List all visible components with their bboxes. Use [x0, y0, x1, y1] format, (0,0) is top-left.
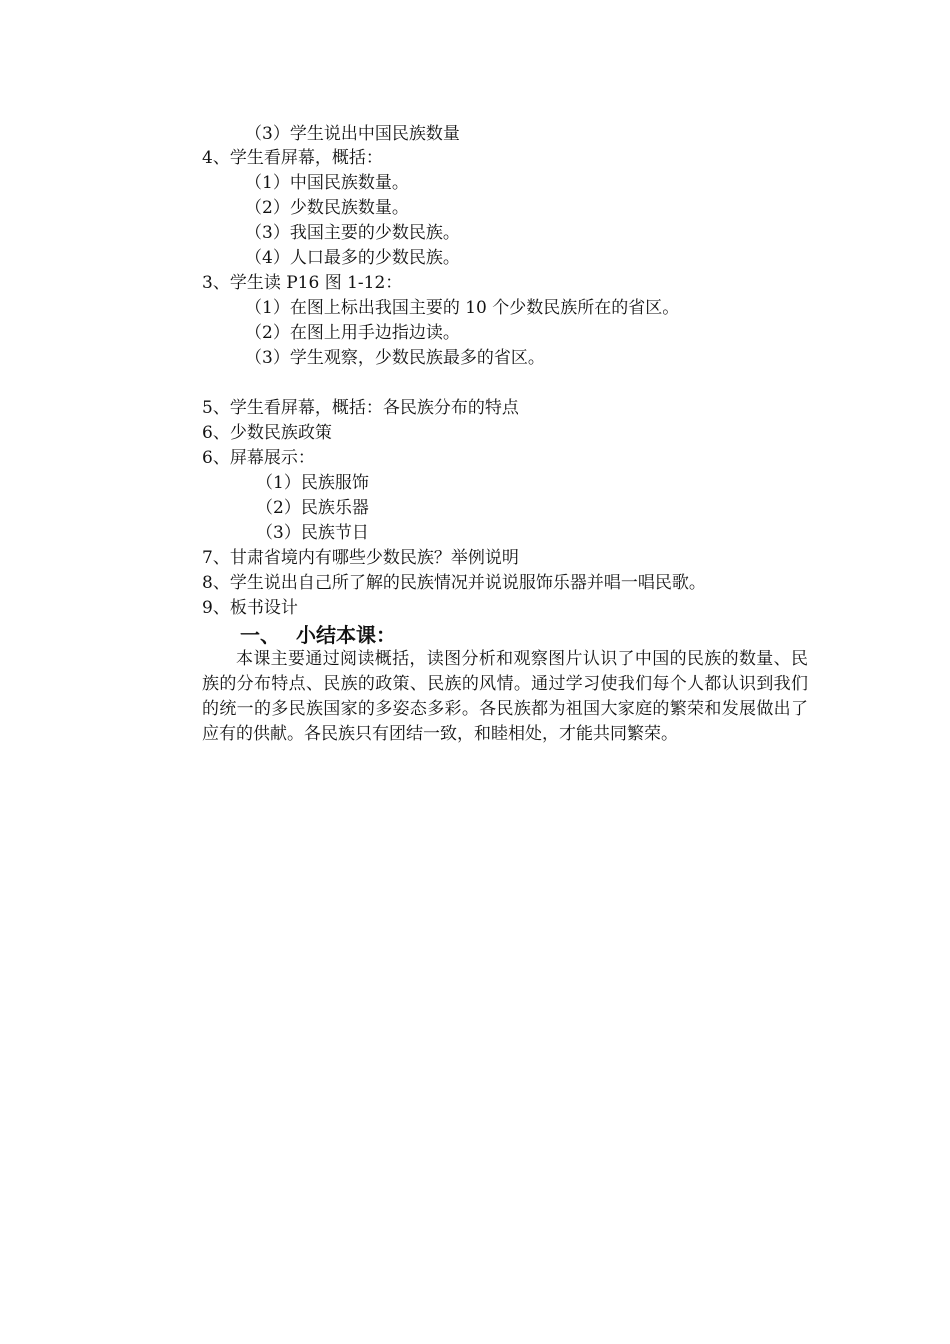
item-display-1-costume: （1）民族服饰 — [256, 473, 369, 493]
item-map-1-mark-provinces: （1）在图上标出我国主要的 10 个少数民族所在的省区。 — [245, 298, 680, 318]
item-map-2-point-and-read: （2）在图上用手边指边读。 — [245, 323, 460, 343]
item-map-3-observe: （3）学生观察，少数民族最多的省区。 — [245, 348, 545, 368]
item-display-3-festivals: （3）民族节日 — [256, 523, 369, 543]
step-8-share: 8、学生说出自己所了解的民族情况并说说服饰乐器并唱一唱民歌。 — [202, 573, 706, 593]
step-9-blackboard: 9、板书设计 — [202, 598, 298, 618]
step-3-read-map: 3、学生读 P16 图 1-12： — [202, 273, 403, 293]
item-4-3-main-minorities: （3）我国主要的少数民族。 — [245, 223, 460, 243]
step-6-screen-display: 6、屏幕展示： — [202, 448, 315, 468]
item-4-1-ethnic-count: （1）中国民族数量。 — [245, 173, 409, 193]
summary-paragraph: 本课主要通过阅读概括，读图分析和观察图片认识了中国的民族的数量、民族的分布特点、民族的政策、民族的风情。通过学习使我们每个人都认识到我们的统一的多民族国家的多姿态多彩。各民族都为祖国大家庭的繁荣和发展做出了应有的供献。各民族只有团结一致，和睦相处，才能共同繁荣。 — [202, 649, 808, 744]
summary-heading — [240, 622, 396, 648]
item-display-2-instruments: （2）民族乐器 — [256, 498, 369, 518]
item-4-2-minority-count: （2）少数民族数量。 — [245, 198, 409, 218]
item-4-4-largest-minority: （4）人口最多的少数民族。 — [245, 248, 460, 268]
summary-heading-number: 一、 — [240, 623, 280, 647]
item-3-3-students-state-count: （3）学生说出中国民族数量 — [245, 124, 460, 144]
summary-heading-title: 小结本课： — [296, 623, 396, 647]
step-7-gansu: 7、甘肃省境内有哪些少数民族？举例说明 — [202, 548, 519, 568]
step-6-policy: 6、少数民族政策 — [202, 423, 332, 443]
step-4-watch-screen: 4、学生看屏幕，概括： — [202, 148, 383, 168]
step-5-distribution: 5、学生看屏幕，概括：各民族分布的特点 — [202, 398, 519, 418]
